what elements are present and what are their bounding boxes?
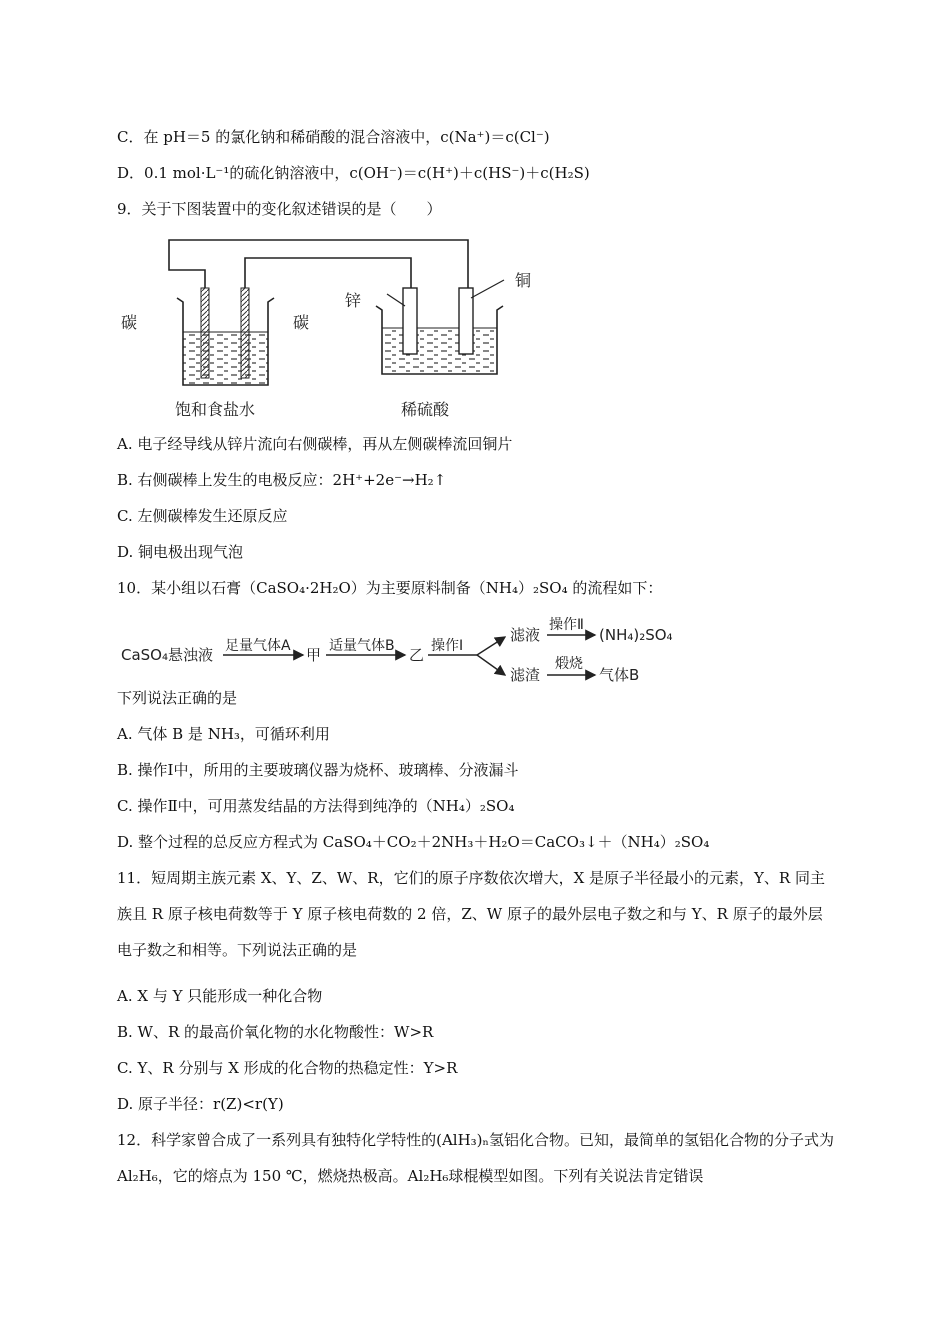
flow-op1: 操作Ⅰ bbox=[431, 638, 464, 654]
flow-product: (NH₄)₂SO₄ bbox=[599, 626, 673, 644]
flow-residue: 滤渣 bbox=[510, 666, 541, 684]
question-12: 12．科学家曾合成了一系列具有独特化学特性的(AlH₃)ₙ氢铝化合物。已知，最简单的氢铝化合物的分子式为 Al₂H₆，它的熔点为 150 ℃，燃烧热极高。Al₂H₆球棍模型如图。下列有关说法肯定错误 bbox=[117, 1131, 835, 1185]
flow-start: CaSO₄悬浊液 bbox=[121, 646, 214, 664]
option-11c: C. Y、R 分别与 X 形成的化合物的热稳定性：Y>R bbox=[117, 1059, 458, 1077]
label-carbon-right: 碳 bbox=[293, 313, 310, 332]
process-flow-figure bbox=[117, 612, 687, 690]
label-carbon-left: 碳 bbox=[121, 313, 138, 332]
option-9b: B. 右侧碳棒上发生的电极反应：2H⁺+2e⁻→H₂↑ bbox=[117, 471, 447, 489]
arrow-branch-up bbox=[477, 637, 505, 655]
flow-calcine: 煅烧 bbox=[555, 656, 583, 672]
wire-inner bbox=[245, 258, 411, 288]
option-11b: B. W、R 的最高价氧化物的水化物酸性：W>R bbox=[117, 1023, 434, 1041]
wire-outer bbox=[169, 240, 468, 288]
flow-op2: 操作Ⅱ bbox=[549, 617, 584, 633]
flow-gas-b: 适量气体B bbox=[329, 638, 395, 654]
option-10b: B. 操作Ⅰ中，所用的主要玻璃仪器为烧杯、玻璃棒、分液漏斗 bbox=[117, 761, 519, 779]
label-saline: 饱和食盐水 bbox=[175, 400, 256, 419]
label-zinc: 锌 bbox=[345, 291, 362, 310]
option-11a: A. X 与 Y 只能形成一种化合物 bbox=[117, 987, 323, 1005]
flow-gas-b-out: 气体B bbox=[599, 666, 640, 684]
flow-yi: 乙 bbox=[409, 646, 425, 664]
label-copper: 铜 bbox=[515, 271, 532, 290]
option-11d: D. 原子半径：r(Z)<r(Y) bbox=[117, 1095, 284, 1113]
copper-electrode bbox=[459, 288, 473, 354]
flow-jia: 甲 bbox=[306, 646, 322, 664]
question-11: 11．短周期主族元素 X、Y、Z、W、R，它们的原子序数依次增大，X 是原子半径最小的元素，Y、R 同主族且 R 原子核电荷数等于 Y 原子核电荷数的 2 倍，Z、W 原子的最外层电子数之和与 Y、R 原子的最外层电子数之和相等。下列说法正确的是 bbox=[117, 869, 825, 959]
beaker2-solution bbox=[382, 328, 497, 374]
carbon-rod-left bbox=[201, 288, 209, 378]
option-8d: D．0.1 mol·L⁻¹的硫化钠溶液中，c(OH⁻)＝c(H⁺)＋c(HS⁻)＋c(H₂S) bbox=[117, 164, 590, 182]
label-dilute-sulfuric-acid: 稀硫酸 bbox=[401, 400, 450, 419]
option-10c: C. 操作Ⅱ中，可用蒸发结晶的方法得到纯净的（NH₄）₂SO₄ bbox=[117, 797, 515, 815]
beaker1-solution bbox=[183, 332, 268, 385]
option-10a: A. 气体 B 是 NH₃，可循环利用 bbox=[117, 725, 330, 743]
zinc-electrode bbox=[403, 288, 417, 354]
option-9a: A. 电子经导线从锌片流向右侧碳棒，再从左侧碳棒流回铜片 bbox=[117, 435, 513, 453]
option-9c: C. 左侧碳棒发生还原反应 bbox=[117, 507, 288, 525]
flow-filtrate: 滤液 bbox=[510, 626, 541, 644]
carbon-rod-right bbox=[241, 288, 249, 378]
option-8c: C．在 pH＝5 的氯化钠和稀硝酸的混合溶液中，c(Na⁺)＝c(Cl⁻) bbox=[117, 128, 550, 146]
question-10-stem: 下列说法正确的是 bbox=[117, 689, 238, 707]
question-9: 9．关于下图装置中的变化叙述错误的是（ ） bbox=[117, 200, 442, 218]
arrow-branch-down bbox=[477, 655, 505, 675]
option-10d: D. 整个过程的总反应方程式为 CaSO₄＋CO₂＋2NH₃＋H₂O＝CaCO₃↓＋（NH₄）₂SO₄ bbox=[117, 833, 710, 851]
option-9d: D. 铜电极出现气泡 bbox=[117, 543, 244, 561]
flow-gas-a: 足量气体A bbox=[225, 638, 291, 654]
question-10: 10．某小组以石膏（CaSO₄·2H₂O）为主要原料制备（NH₄）₂SO₄ 的流程如下： bbox=[117, 579, 663, 597]
electrolysis-apparatus-figure bbox=[117, 236, 547, 426]
